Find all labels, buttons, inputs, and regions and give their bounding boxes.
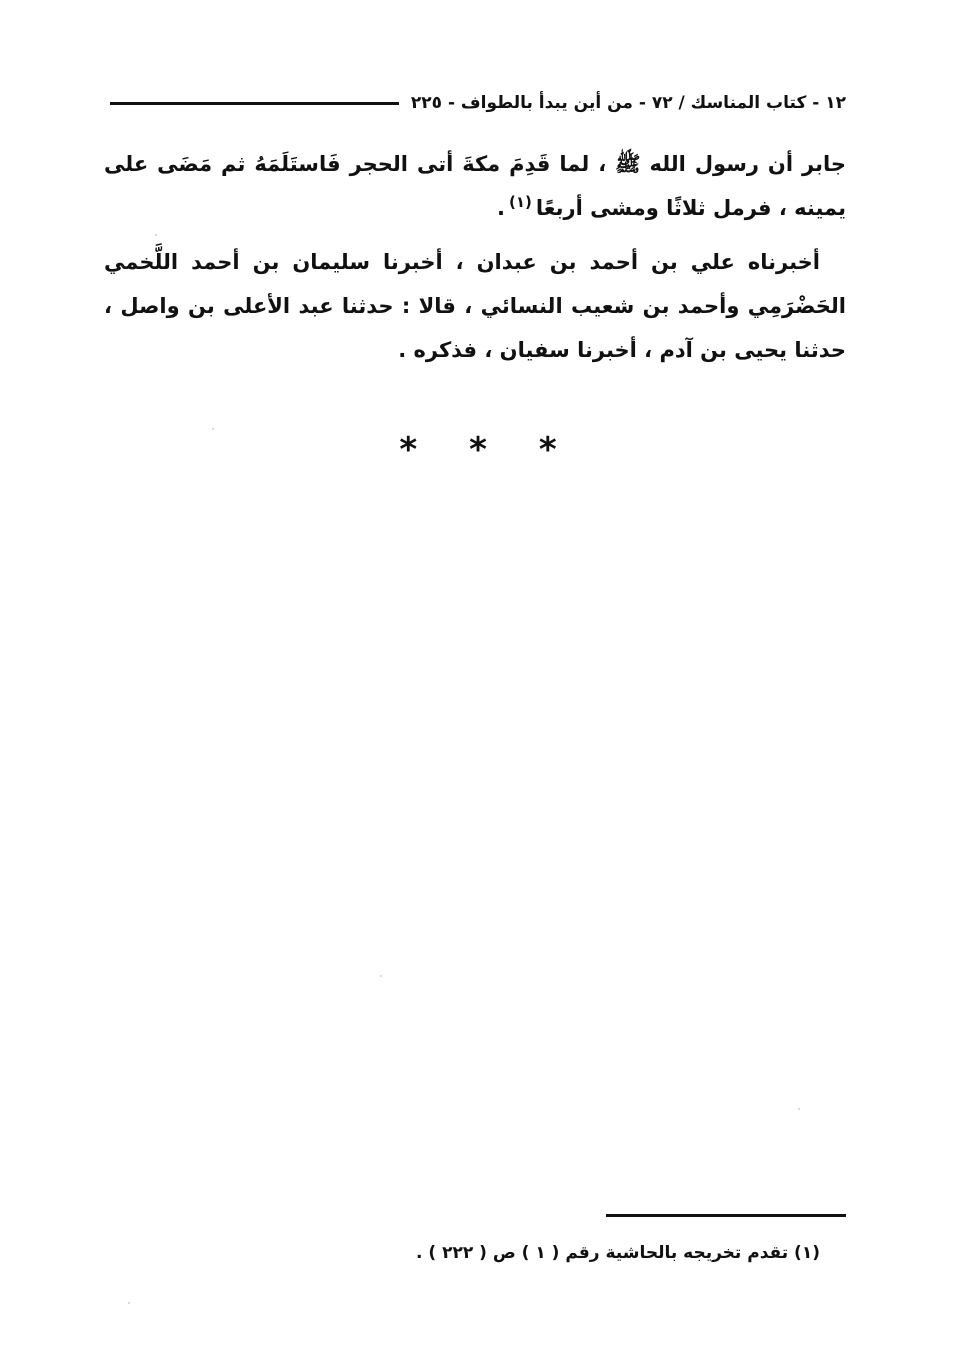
main-text bbox=[104, 142, 846, 372]
paragraph-1-end: . bbox=[497, 196, 505, 220]
section-separator bbox=[0, 430, 956, 470]
scan-speck bbox=[212, 428, 214, 430]
running-title: ١٢ - كتاب المناسك / ٧٢ - من أين يبدأ بالطواف - ٢٢٥ bbox=[410, 92, 846, 113]
footnote-reference[interactable]: (١) bbox=[509, 193, 532, 211]
scan-speck bbox=[798, 1108, 800, 1110]
separator-star: * bbox=[399, 430, 418, 470]
scan-speck bbox=[380, 975, 382, 977]
paragraph-2: أخبرناه علي بن أحمد بن عبدان ، أخبرنا سليمان بن أحمد اللَّخمي الحَضْرَمِي وأحمد بن شعيب النسائي ، قالا : حدثنا عبد الأعلى بن واصل ، حدثنا يحيى بن آدم ، أخبرنا سفيان ، فذكره . bbox=[104, 250, 846, 362]
paragraph-1-text: جابر أن رسول الله ﷺ ، لما قَدِمَ مكةَ أتى الحجر فَاستَلَمَهُ ثم مَضَى على يمينه ، فرمل ثلاثًا ومشى أربعًا bbox=[104, 152, 846, 220]
separator-star: * bbox=[469, 430, 487, 470]
scan-speck bbox=[155, 234, 157, 236]
header-rule bbox=[110, 102, 399, 105]
scan-speck bbox=[128, 1302, 130, 1304]
footnote-1: (١) تقدم تخريجه بالحاشية رقم ( ١ ) ص ( ٢٢٢ ) . bbox=[416, 1243, 820, 1263]
paragraph-1 bbox=[104, 142, 846, 230]
separator-star: * bbox=[538, 430, 557, 470]
footnote-rule bbox=[606, 1214, 846, 1217]
running-header bbox=[110, 88, 846, 118]
